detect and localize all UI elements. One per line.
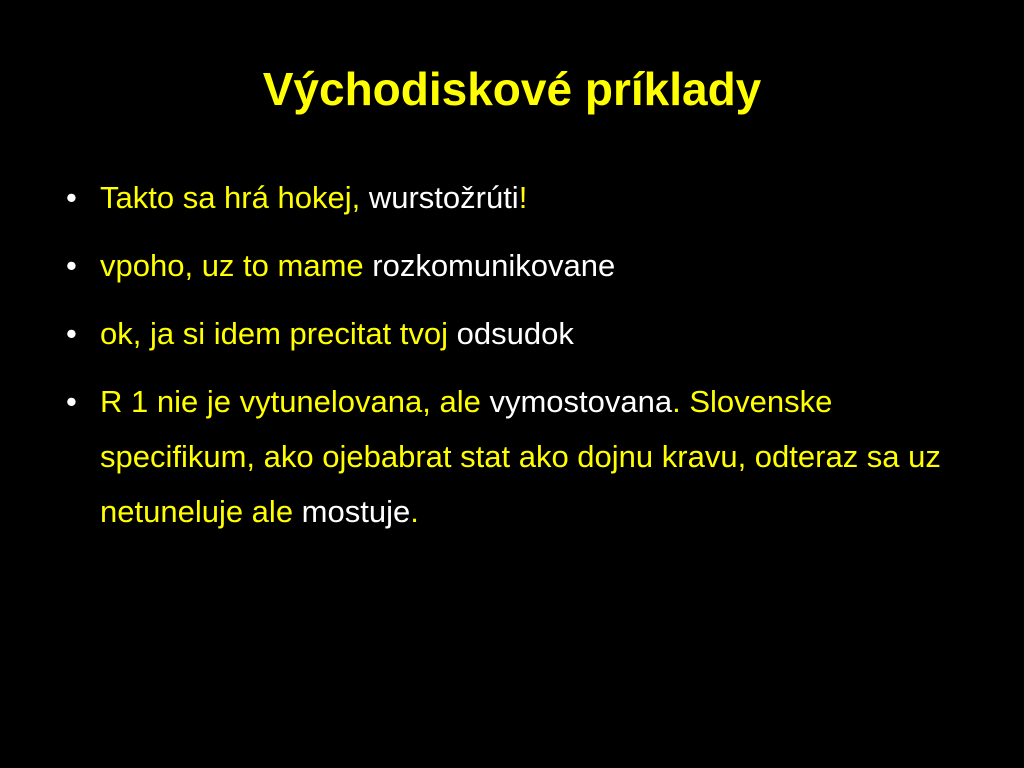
bullet-text-white: rozkomunikovane [372,248,616,283]
bullet-glyph: • [66,384,77,419]
slide-title: Východiskové príklady [262,63,762,115]
bullet-text-yellow: . Slovenske specifikum, ako ojebabrat stat ako dojnu kravu, odteraz sa uz netuneluje ale [100,384,941,529]
bullet-text-yellow: vpoho, uz to mame [100,248,373,283]
bullet-item-4 [62,374,962,539]
bullet-text-yellow: ok, ja si idem precitat tvoj [100,316,457,351]
bullet-glyph: • [66,248,77,283]
bullet-text-white: wurstožrúti [368,180,519,215]
bullet-text-white: vymostovana [489,384,673,419]
bullet-text-yellow: ! [518,180,528,215]
bullet-item-2 [62,238,962,293]
bullet-text-yellow: . [410,494,419,529]
bullet-text-white: mostuje [301,494,411,529]
bullet-list [62,170,962,552]
bullet-glyph: • [66,316,77,351]
bullet-text-white: odsudok [456,316,574,351]
bullet-glyph: • [66,180,77,215]
bullet-item-1 [62,170,962,225]
bullet-text-yellow: R 1 nie je vytunelovana, ale [100,384,490,419]
bullet-item-3 [62,306,962,361]
bullet-text-yellow: Takto sa hrá hokej, [100,180,369,215]
